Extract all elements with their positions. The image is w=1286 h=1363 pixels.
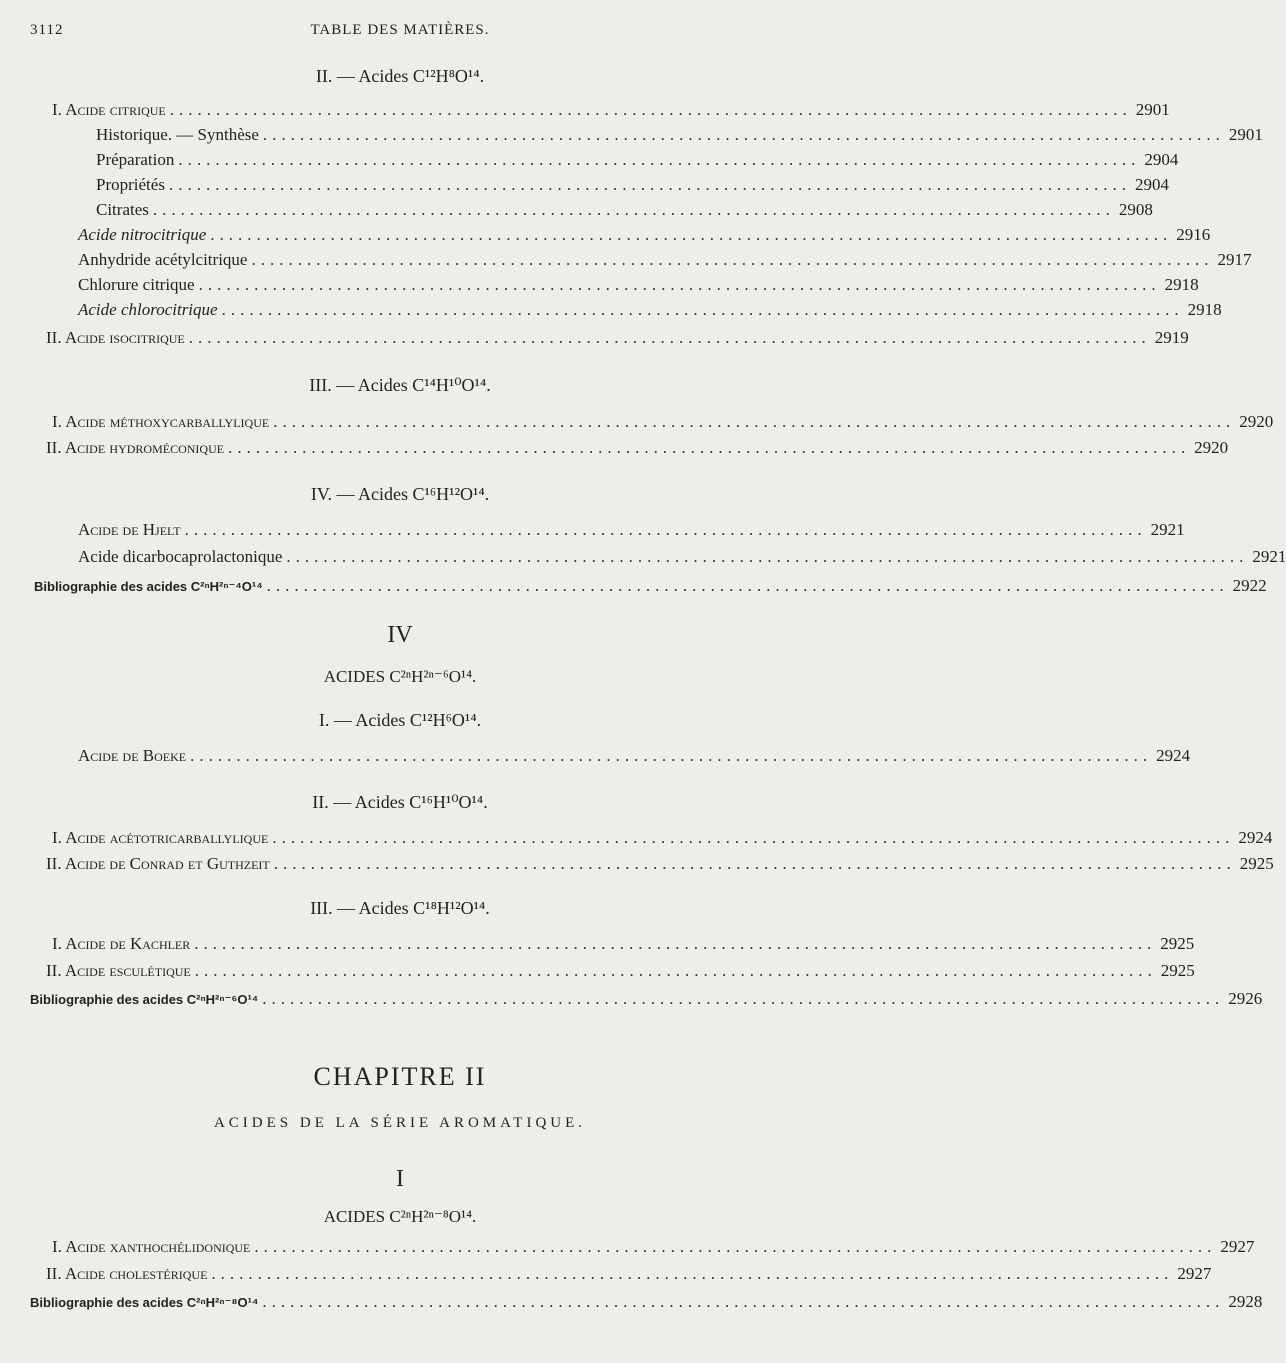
leader-dots: ........................................................................................................ [262, 125, 1225, 144]
entry-page: 2918 [1164, 275, 1199, 294]
toc-entry[interactable] [78, 300, 1222, 320]
entry-page: 2927 [1220, 1237, 1255, 1256]
entry-page: 2925 [1160, 934, 1195, 953]
entry-label: II. Acide de Conrad et Guthzeit [46, 854, 270, 873]
entry-page: 2925 [1160, 961, 1195, 980]
toc-entry[interactable] [78, 547, 1286, 567]
entry-label: I. Acide acétotricarballylique [52, 828, 269, 847]
entry-page: 2924 [1156, 746, 1191, 765]
leader-dots: ........................................................................................................ [262, 1292, 1225, 1311]
section-heading: III. — Acides C¹⁴H¹⁰O¹⁴. [309, 375, 491, 395]
entry-label: Bibliographie des acides C²ⁿH²ⁿ⁻⁸O¹⁴ [30, 1295, 259, 1310]
part-number: I [396, 1166, 404, 1192]
running-title: TABLE DES MATIÈRES. [310, 22, 490, 38]
leader-dots: ........................................................................................................ [188, 328, 1151, 347]
toc-entry[interactable] [46, 438, 1229, 458]
leader-dots: ........................................................................................................ [254, 1237, 1217, 1256]
entry-label: Bibliographie des acides C²ⁿH²ⁿ⁻⁴O¹⁴ [34, 579, 263, 594]
section-heading: I. — Acides C¹²H⁶O¹⁴. [318, 710, 482, 730]
leader-dots: ........................................................................................................ [178, 150, 1141, 169]
entry-label: I. Acide citrique [52, 100, 166, 119]
bibliography-entry[interactable] [34, 576, 1267, 596]
leader-dots: ........................................................................................................ [198, 275, 1161, 294]
leader-dots: ........................................................................................................ [251, 250, 1214, 269]
toc-entry[interactable] [78, 746, 1191, 766]
toc-entry[interactable] [52, 828, 1273, 848]
toc-entry[interactable] [96, 175, 1169, 195]
entry-page: 2928 [1228, 1292, 1263, 1311]
toc-entry[interactable] [46, 328, 1189, 348]
toc-entry[interactable] [96, 150, 1179, 170]
chapter-subtitle: ACIDES DE LA SÉRIE AROMATIQUE. [213, 1115, 587, 1131]
entry-page: 2920 [1239, 412, 1274, 431]
entry-label: I. Acide méthoxycarballylique [52, 412, 270, 431]
entry-page: 2917 [1217, 250, 1252, 269]
entry-page: 2922 [1232, 576, 1267, 595]
entry-label: Acide de Hjelt [78, 520, 181, 539]
leader-dots: ........................................................................................................ [272, 828, 1235, 847]
entry-label: II. Acide cholestérique [46, 1264, 208, 1283]
entry-page: 2924 [1238, 828, 1273, 847]
section-heading: II. — Acides C¹⁶H¹⁰O¹⁴. [312, 792, 488, 812]
section-heading: III. — Acides C¹⁸H¹²O¹⁴. [310, 898, 490, 918]
entry-page: 2904 [1134, 175, 1169, 194]
part-title: ACIDES C²ⁿH²ⁿ⁻⁸O¹⁴. [323, 1207, 477, 1226]
entry-label: I. Acide xanthochélidonique [52, 1237, 251, 1256]
part-number: IV [387, 622, 413, 648]
entry-label: I. Acide de Kachler [52, 934, 191, 953]
leader-dots: ........................................................................................................ [266, 576, 1229, 595]
leader-dots: ........................................................................................................ [190, 746, 1153, 765]
entry-page: 2921 [1252, 547, 1286, 566]
leader-dots: ........................................................................................................ [211, 1264, 1174, 1283]
chapter-title: CHAPITRE II [313, 1062, 487, 1091]
entry-page: 2919 [1154, 328, 1189, 347]
toc-entry[interactable] [46, 1264, 1212, 1284]
leader-dots: ........................................................................................................ [273, 854, 1236, 873]
entry-label: II. Acide hydroméconique [46, 438, 225, 457]
toc-entry[interactable] [78, 250, 1252, 270]
entry-page: 2904 [1144, 150, 1179, 169]
toc-entry[interactable] [78, 275, 1199, 295]
entry-page: 2926 [1228, 989, 1263, 1008]
entry-label: Propriétés [96, 175, 165, 194]
leader-dots: ........................................................................................................ [228, 438, 1191, 457]
entry-label: Acide nitrocitrique [78, 225, 207, 244]
bibliography-entry[interactable] [30, 989, 1263, 1009]
entry-label: Anhydride acétylcitrique [78, 250, 248, 269]
leader-dots: ........................................................................................................ [286, 547, 1249, 566]
entry-page: 2901 [1228, 125, 1263, 144]
leader-dots: ........................................................................................................ [262, 989, 1225, 1008]
toc-entry[interactable] [46, 961, 1195, 981]
toc-entry[interactable] [78, 225, 1211, 245]
leader-dots: ........................................................................................................ [169, 100, 1132, 119]
toc-entry[interactable] [96, 125, 1263, 145]
entry-page: 2925 [1239, 854, 1274, 873]
bibliography-entry[interactable] [30, 1292, 1263, 1312]
leader-dots: ........................................................................................................ [152, 200, 1115, 219]
entry-page: 2908 [1118, 200, 1153, 219]
entry-page: 2918 [1187, 300, 1222, 319]
entry-label: II. Acide esculétique [46, 961, 191, 980]
entry-label: Chlorure citrique [78, 275, 195, 294]
toc-entry[interactable] [52, 100, 1170, 120]
toc-entry[interactable] [52, 412, 1274, 432]
entry-page: 2920 [1194, 438, 1229, 457]
leader-dots: ........................................................................................................ [194, 961, 1157, 980]
entry-page: 2921 [1150, 520, 1185, 539]
part-title: ACIDES C²ⁿH²ⁿ⁻⁶O¹⁴. [323, 667, 477, 686]
leader-dots: ........................................................................................................ [273, 412, 1236, 431]
toc-entry[interactable] [46, 854, 1274, 874]
section-heading: IV. — Acides C¹⁶H¹²O¹⁴. [310, 484, 490, 504]
leader-dots: ........................................................................................................ [184, 520, 1147, 539]
entry-label: Bibliographie des acides C²ⁿH²ⁿ⁻⁶O¹⁴ [30, 992, 259, 1007]
entry-label: Préparation [96, 150, 175, 169]
toc-entry[interactable] [52, 934, 1195, 954]
leader-dots: ........................................................................................................ [221, 300, 1184, 319]
toc-entry[interactable] [96, 200, 1153, 220]
toc-entry[interactable] [78, 520, 1185, 540]
leader-dots: ........................................................................................................ [210, 225, 1173, 244]
entry-page: 2901 [1135, 100, 1170, 119]
toc-entry[interactable] [52, 1237, 1255, 1257]
leader-dots: ........................................................................................................ [168, 175, 1131, 194]
entry-label: Acide dicarbocaprolactonique [78, 547, 283, 566]
page-number: 3112 [30, 22, 64, 38]
entry-label: II. Acide isocitrique [46, 328, 185, 347]
entry-page: 2927 [1177, 1264, 1212, 1283]
section-heading: II. — Acides C¹²H⁸O¹⁴. [315, 66, 485, 86]
entry-label: Historique. — Synthèse [96, 125, 259, 144]
entry-label: Acide de Boeke [78, 746, 187, 765]
leader-dots: ........................................................................................................ [194, 934, 1157, 953]
entry-page: 2916 [1176, 225, 1211, 244]
entry-label: Citrates [96, 200, 149, 219]
entry-label: Acide chlorocitrique [78, 300, 218, 319]
